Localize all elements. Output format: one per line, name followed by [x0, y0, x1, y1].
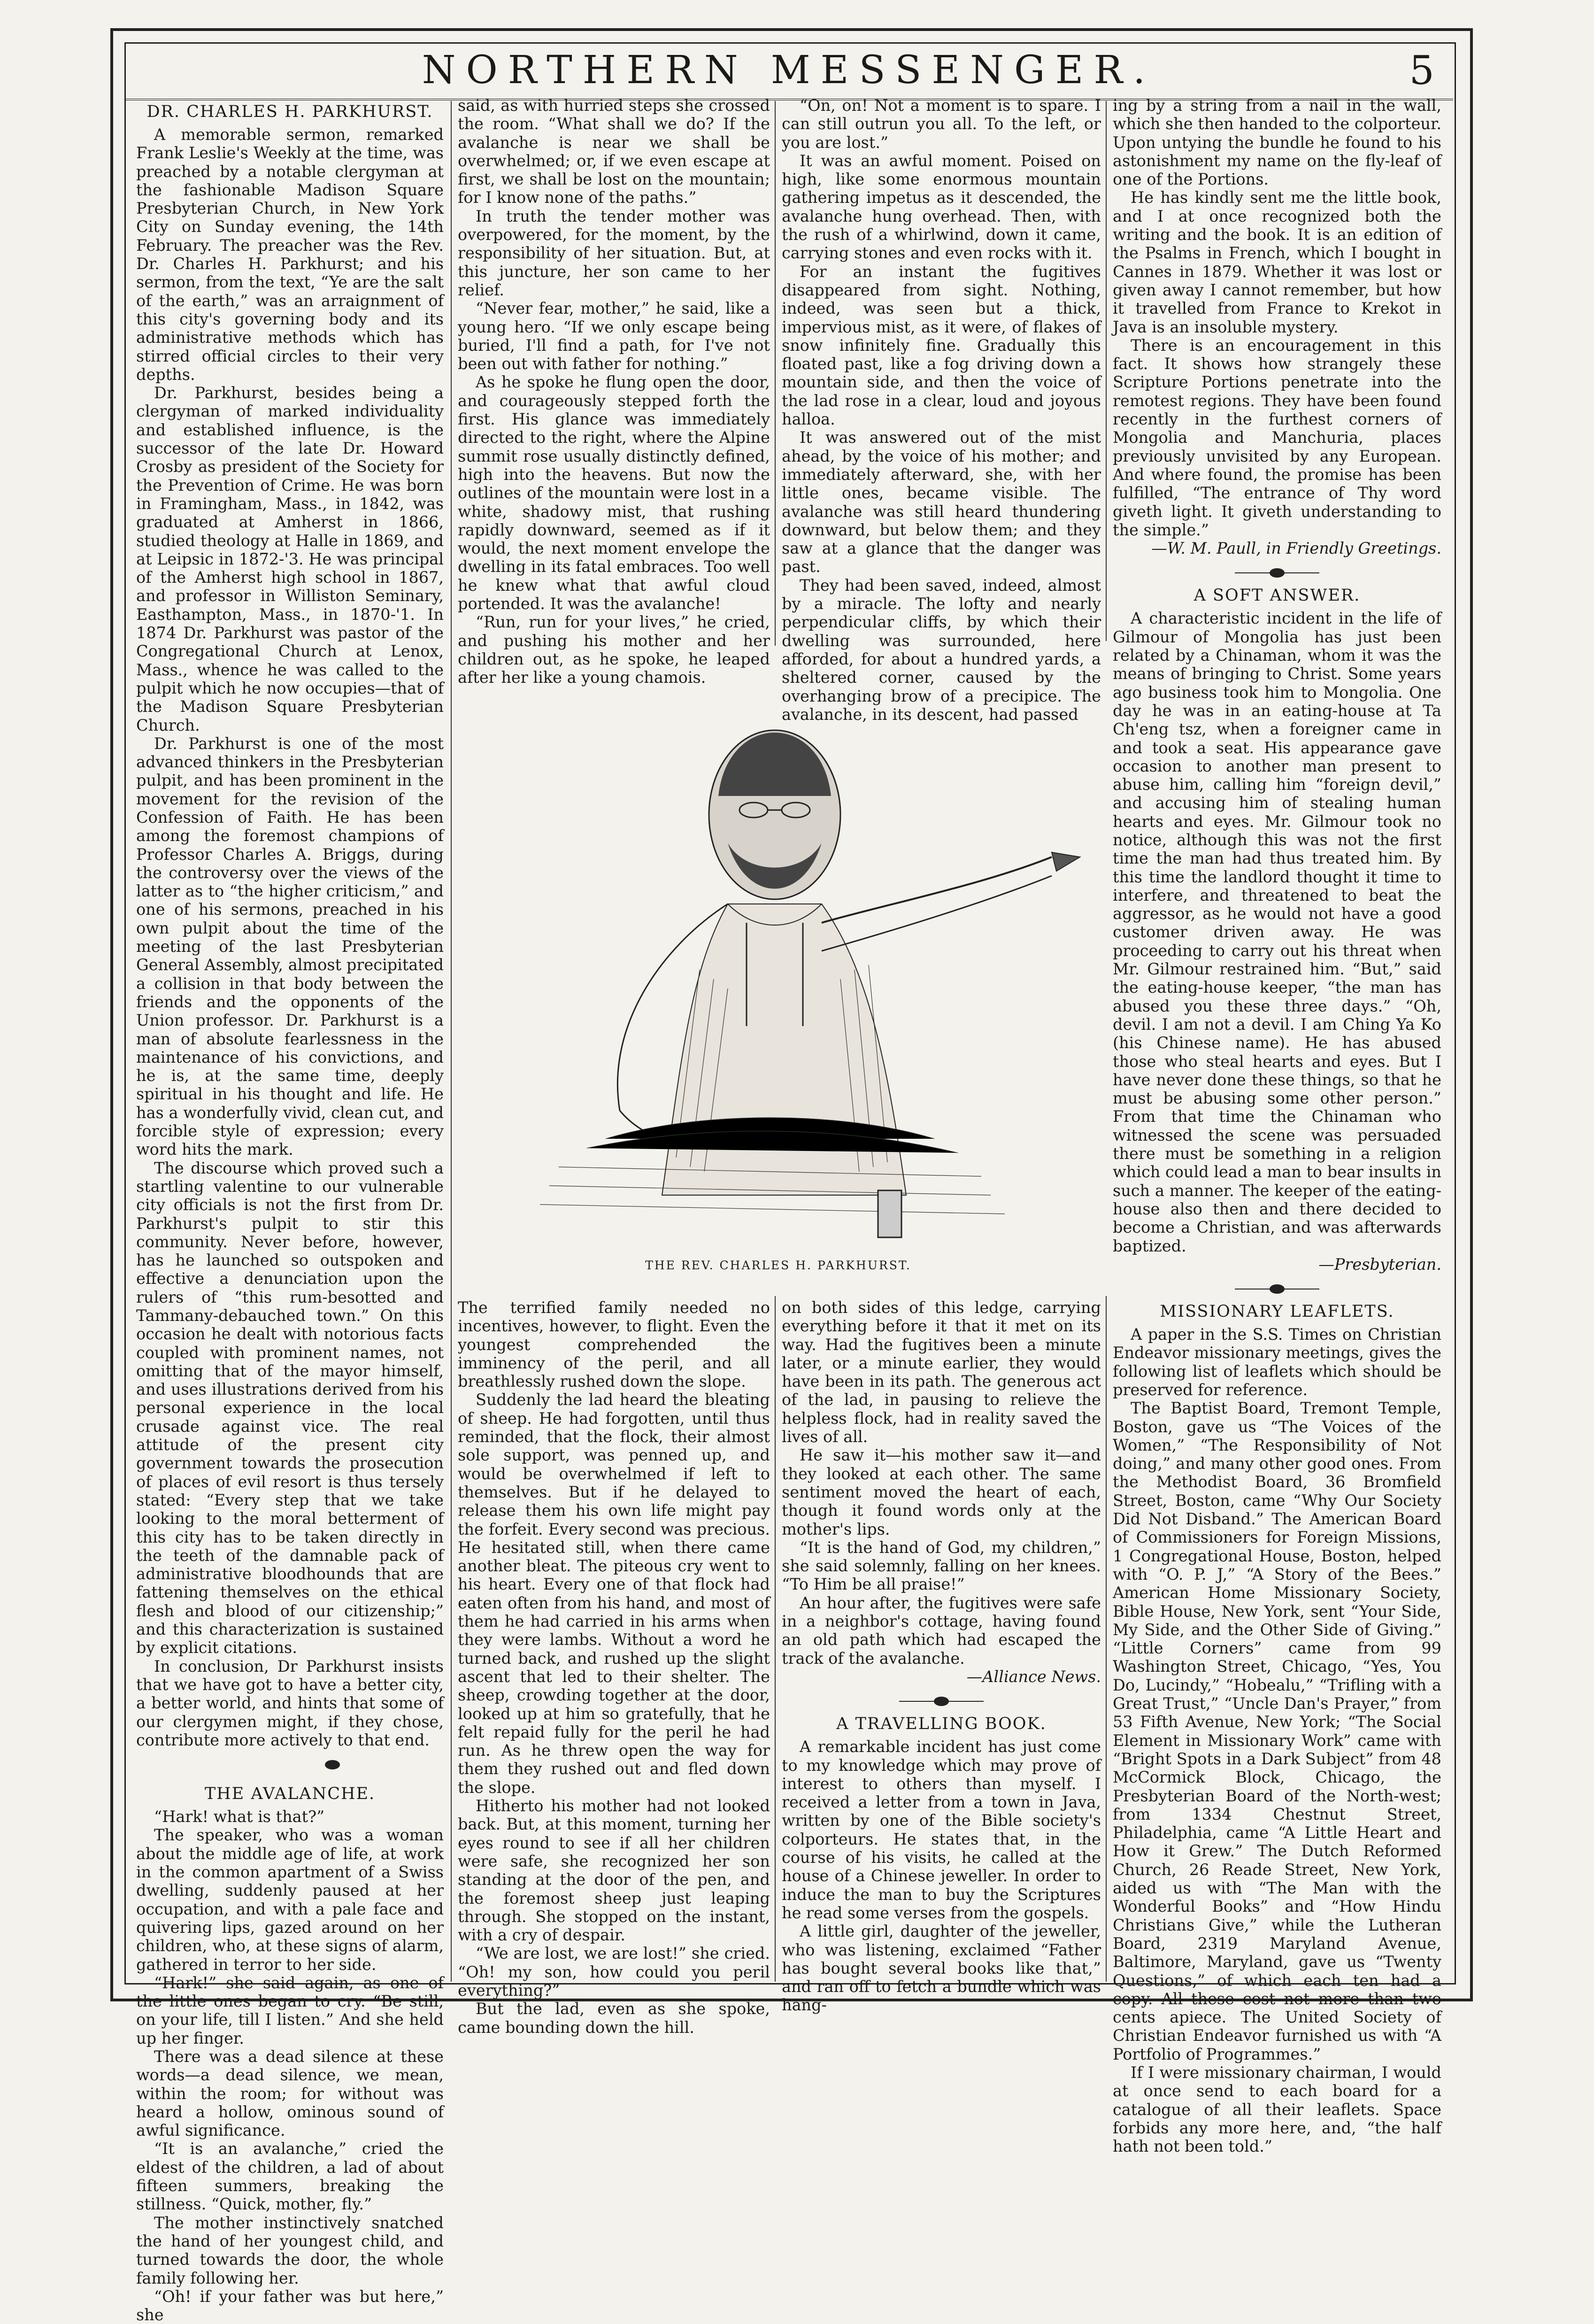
newspaper-title: NORTHERN MESSENGER. — [422, 48, 1156, 93]
paragraph: ing by a string from a nail in the wall, which she then handed to the colporteur. Upon untying the bundle he found to his astonishment my name on the fly-leaf of one of the Portions. — [1113, 96, 1441, 189]
paragraph: The terrified family needed no incentives, however, to flight. Even the youngest comprehended the imminency of the peril, and all breathlessly rushed down the slope. — [458, 1298, 770, 1391]
page-number: 5 — [1409, 47, 1434, 93]
column-rule — [775, 101, 776, 646]
paragraph: The discourse which proved such a startling valentine to our vulnerable city officials is not the first from Dr. Parkhurst's pulpit to stir this community. Never before, however, has he launched so outspoken and effective a denunciation upon the rulers of “this rum-besotted and Tammany-debauched town.” On this occasion he dealt with notorious facts coupled with prominent names, not omitting that of the mayor himself, and uses illustrations derived from his personal experience in the local crusade against vice. The real attitude of the present city government towards the prosecution of places of evil resort is thus tersely stated: “Every step that we take looking to the moral betterment of this city has to be taken directly in the teeth of the damnable pack of administrative bloodhounds that are fattening themselves on the ethical flesh and blood of our citizenship;” and this characterization is sustained by explicit citations. — [136, 1158, 444, 1657]
article-heading: A TRAVELLING BOOK. — [836, 1714, 1047, 1734]
section-ornament — [899, 1695, 984, 1707]
paragraph: “We are lost, we are lost!” she cried. “Oh! my son, how could you peril everything?” — [458, 1944, 770, 2000]
article-heading: THE AVALANCHE. — [204, 1784, 376, 1804]
paragraph: There is an encouragement in this fact. It shows how strangely these Scripture Portions penetrate into the remotest regions. They have been found recently in the furthest corners of Mongolia and Manchuria, places previously unvisited by any European. And where found, the promise has been fulfilled, “The entrance of Thy word giveth light. It giveth understanding to the simple.” — [1113, 336, 1441, 539]
paragraph: The mother instinctively snatched the hand of her youngest child, and turned towards the door, the whole family following her. — [136, 2213, 444, 2287]
paragraph: “It is the hand of God, my children,” she said solemnly, falling on her knees. “To Him be all praise!” — [782, 1538, 1101, 1594]
paragraph: The speaker, who was a woman about the middle age of life, at work in the common apartment of a Swiss dwelling, suddenly paused at her occupation, and with a pale face and quivering lips, gazed around on her children, who, at these signs of alarm, gathered in terror to her side. — [136, 1826, 444, 1974]
column-rule — [1106, 1296, 1107, 1982]
column-rule — [451, 101, 452, 1982]
paragraph: Suddenly the lad heard the bleating of sheep. He had forgotten, until thus reminded, that the flock, their almost sole support, was penned up, and would be overwhelmed if left to themselves. But if he delayed to release them his own life might pay the forfeit. Every second was precious. He hesitated still, when there came another bleat. The piteous cry went to his heart. Every one of that flock had eaten often from his hand, and most of them he had carried in his arms when they were lambs. Without a word he turned back, and rushed up the slight ascent that led to their shelter. The sheep, crowding together at the door, looked up at him so gratefully, that he felt repaid fully for the peril he had run. As he threw open the way for them they rushed out and fled down the slope. — [458, 1390, 770, 1797]
paragraph: It was answered out of the mist ahead, by the voice of his mother; and immediately afterward, she, with her little ones, became visible. The avalanche was still heard thundering downward, but below them; and they saw at a glance that the danger was past. — [782, 428, 1101, 576]
column-rule — [1106, 101, 1107, 641]
paragraph: A paper in the S.S. Times on Christian Endeavor missionary meetings, gives the following list of leaflets which should be preserved for reference. — [1113, 1325, 1441, 1399]
paragraph: He saw it—his mother saw it—and they looked at each other. The same sentiment moved the heart of each, though it found words only at the mother's lips. — [782, 1446, 1101, 1538]
paragraph: In conclusion, Dr Parkhurst insists that we have got to have a better city, a better world, and hints that some of our clergymen might, if they chose, contribute more actively to that end. — [136, 1657, 444, 1749]
paragraph: “On, on! Not a moment is to spare. I can still outrun you all. To the left, or you are lost.” — [782, 96, 1101, 152]
paragraph: An hour after, the fugitives were safe in a neighbor's cottage, having found an old path which had escaped the track of the avalanche. — [782, 1593, 1101, 1668]
paragraph: He has kindly sent me the little book, and I at once recognized both the writing and the book. It is an edition of the Psalms in French, which I bought in Cannes in 1879. Whether it was lost or given away I cannot remember, but how it travelled from France to Krekot in Java is an insoluble mystery. — [1113, 188, 1441, 336]
portrait-engraving — [465, 641, 1092, 1277]
paragraph: Dr. Parkhurst, besides being a clergyman of marked individuality and established influence, is the successor of the late Dr. Howard Crosby as president of the Society for the Prevention of Crime. He was born in Framingham, Mass., in 1842, was graduated at Amherst in 1866, studied theology at Halle in 1869, and at Leipsic in 1872-'3. He was principal of the Amherst high school in 1867, and professor in Williston Seminary, Easthampton, Mass., in 1870-'1. In 1874 Dr. Parkhurst was pastor of the Congregational Church at Lenox, Mass., whence he was called to the pulpit which he now occupies—that of the Madison Square Presbyterian Church. — [136, 384, 444, 734]
section-ornament — [1235, 1283, 1319, 1295]
article-heading: MISSIONARY LEAFLETS. — [1160, 1302, 1394, 1321]
paragraph: If I were missionary chairman, I would at once send to each board for a catalogue of all their leaflets. Space forbids any more here, and, “the half hath not been told.” — [1113, 2063, 1441, 2156]
paragraph: “Hark!” she said again, as one of the little ones began to cry. “Be still, on your life, till I listen.” And she held up her finger. — [136, 1973, 444, 2047]
column-3-bottom — [782, 1298, 1101, 2015]
illustration-caption: THE REV. CHARLES H. PARKHURST. — [645, 1259, 911, 1272]
paragraph: It was an awful moment. Poised on high, like some enormous mountain gathering impetus as it descended, the avalanche hung overhead. Then, with the rush of a whirlwind, down it came, carrying stones and even rocks with it. — [782, 151, 1101, 263]
paragraph: In truth the tender mother was overpowered, for the moment, by the responsibility of her situation. But, at this juncture, her son came to her relief. — [458, 207, 770, 299]
paragraph: “Hark! what is that?” — [154, 1807, 325, 1826]
paragraph: As he spoke he flung open the door, and courageously stepped forth the first. His glance was immediately directed to the right, where the Alpine summit rose usually distinctly defined, high into the heavens. But now the outlines of the mountain were lost in a white, shadowy mist, that rushing rapidly downward, seemed as if it would, the next moment envelope the dwelling in its fatal embraces. Too well he knew what that awful cloud portended. It was the avalanche! — [458, 373, 770, 613]
paragraph: “It is an avalanche,” cried the eldest of the children, a lad of about fifteen summers, breaking the stillness. “Quick, mother, fly.” — [136, 2139, 444, 2214]
masthead — [124, 45, 1453, 96]
section-ornament — [1235, 567, 1319, 579]
column-rule — [775, 1296, 776, 1982]
paragraph: For an instant the fugitives disappeared from sight. Nothing, indeed, was seen but a thick, impervious mist, as it were, of flakes of snow infinitely fine. Gradually this floated past, like a fog driving down a mountain side, and then the voice of the lad rose in a clear, loud and joyous halloa. — [782, 262, 1101, 429]
column-2-top — [458, 96, 770, 687]
paragraph: But the lad, even as she spoke, came bounding down the hill. — [458, 2000, 770, 2037]
paragraph: There was a dead silence at these words—a dead silence, we mean, within the room; for without was heard a hollow, ominous sound of awful significance. — [136, 2047, 444, 2140]
paragraph: A memorable sermon, remarked Frank Leslie's Weekly at the time, was preached by a notable clergyman at the fashionable Madison Square Presbyterian Church, in New York City on Sunday evening, the 14th February. The preacher was the Rev. Dr. Charles H. Parkhurst; and his sermon, from the text, “Ye are the salt of the earth,” was an arraignment of this city's governing body and its administrative methods which has stirred official circles to their very depths. — [136, 125, 444, 384]
paragraph: A little girl, daughter of the jeweller, who was listening, exclaimed “Father has bought several books like that,” and ran off to fetch a bundle which was hang- — [782, 1922, 1101, 2015]
source-credit: —Alliance News. — [966, 1667, 1101, 1686]
paragraph: Hitherto his mother had not looked back. But, at this moment, turning her eyes round to see if all her children were safe, she recognized her son standing at the door of the pen, and the foremost sheep just leaping through. She stopped on the instant, with a cry of despair. — [458, 1797, 770, 1945]
column-4 — [1113, 96, 1441, 2156]
article-heading: DR. CHARLES H. PARKHURST. — [146, 102, 433, 121]
paragraph: They had been saved, indeed, almost by a miracle. The lofty and nearly perpendicular cliffs, by which their dwelling was surrounded, here afforded, for about a hundred yards, a sheltered corner, caused by the overhanging brow of a precipice. The avalanche, in its descent, had passed — [782, 576, 1101, 724]
source-credit: —W. M. Paull, in Friendly Greetings. — [1151, 539, 1441, 558]
source-credit: —Presbyterian. — [1318, 1255, 1441, 1274]
column-3-top — [782, 96, 1101, 724]
paragraph: Dr. Parkhurst is one of the most advanced thinkers in the Presbyterian pulpit, and has been prominent in the movement for the revision of the Confession of Faith. He has been among the foremost champions of Professor Charles A. Briggs, during the controversy over the views of the latter as to “the higher criticism,” and one of his sermons, preached in his own pulpit about the time of the meeting of the last Presbyterian General Assembly, almost precipitated a collision in that body between the friends and the opponents of the Union professor. Dr. Parkhurst is a man of absolute fearlessness in the maintenance of his convictions, and he is, at the same time, deeply spiritual in his thought and life. He has a wonderfully vivid, clean cut, and forcible style of expression; every word hits the mark. — [136, 734, 444, 1159]
paragraph: on both sides of this ledge, carrying everything before it that it met on its way. Had the fugitives been a minute later, or a minute earlier, they would have been in its path. The generous act of the lad, in pausing to relieve the helpless flock, had in reality saved the lives of all. — [782, 1298, 1101, 1446]
paragraph: “Oh! if your father was but here,” she — [136, 2287, 444, 2324]
paragraph: A remarkable incident has just come to my knowledge which may prove of interest to others than myself. I received a letter from a town in Java, written by one of the Bible society's colporteurs. He states that, in the course of his visits, he called at the house of a Chinese jeweller. In order to induce the man to buy the Scriptures he read some verses from the gospels. — [782, 1737, 1101, 1922]
paragraph: “Run, run for your lives,” he cried, and pushing his mother and her children out, as he spoke, he leaped after her like a young chamois. — [458, 613, 770, 687]
paragraph: “Never fear, mother,” he said, like a young hero. “If we only escape being buried, I'll find a path, for I've not been out with father for nothing.” — [458, 299, 770, 373]
paragraph: said, as with hurried steps she crossed the room. “What shall we do? If the avalanche is near we shall be overwhelmed; or, if we even escape at first, we shall be lost on the mountain; for I know none of the paths.” — [458, 96, 770, 207]
paragraph: A characteristic incident in the life of Gilmour of Mongolia has just been related by a Chinaman, whom it was the means of bringing to Christ. Some years ago business took him to Mongolia. One day he was in an eating-house at Ta Ch'eng tsz, when a foreigner came in and took a seat. His appearance gave occasion to another man present to abuse him, calling him “foreign devil,” and accusing him of stealing human hearts and eyes. Mr. Gilmour took no notice, although this was not the first time the man had thus treated him. By this time the landlord thought it time to interfere, and threatened to beat the aggressor, as he would not have a good customer driven away. He was proceeding to carry out his threat when Mr. Gilmour restrained him. “But,” said the eating-house keeper, “the man has abused you these three days.” “Oh, devil. I am not a devil. I am Ching Ya Ko (his Chinese name). He has abused those who steal hearts and eyes. But I have never done these things, so that he must be abusing some other person.” From that time the Chinaman who witnessed the scene was persuaded there must be something in a religion which could lead a man to bear insults in such a manner. The keeper of the eating-house also then and there decided to become a Christian, and was afterwards baptized. — [1113, 609, 1441, 1255]
column-2-bottom — [458, 1298, 770, 2037]
column-1 — [136, 96, 444, 2324]
article-heading: A SOFT ANSWER. — [1194, 586, 1361, 605]
paragraph: The Baptist Board, Tremont Temple, Boston, gave us “The Voices of the Women,” “The Responsibility of Not doing,” and many other good ones. From the Methodist Board, 36 Bromfield Street, Boston, came “Why Our Society Did Not Disband.” The American Board of Commissioners for Foreign Missions, 1 Congregational House, Boston, helped with “O. P. J,” “A Story of the Bees.” American Home Missionary Society, Bible House, New York, sent “Your Side, My Side, and the Other Side of Giving.” “Little Corners” came from 99 Washington Street, Chicago, “Yes, You Do, Lucindy,” “Hobealu,” “Trifling with a Great Trust,” “Uncle Dan's Prayer,” from 53 Fifth Avenue, New York; “The Social Element in Missionary Work” came with “Bright Spots in a Dark Subject” from 48 McCormick Block, Chicago, the Presbyterian Board of the North-west; from 1334 Chestnut Street, Philadelphia, came “A Little Heart and How it Grew.” The Dutch Reformed Church, 26 Reade Street, New York, aided us with “The Man with the Wonderful Books” and “How Hindu Christians Give,” while the Lutheran Board, 2319 Maryland Avenue, Baltimore, Maryland, gave us “Twenty Questions,” of which each ten had a copy. All these cost not more than two cents apiece. The United Society of Christian Endeavor furnished us with “A Portfolio of Programmes.” — [1113, 1399, 1441, 2063]
